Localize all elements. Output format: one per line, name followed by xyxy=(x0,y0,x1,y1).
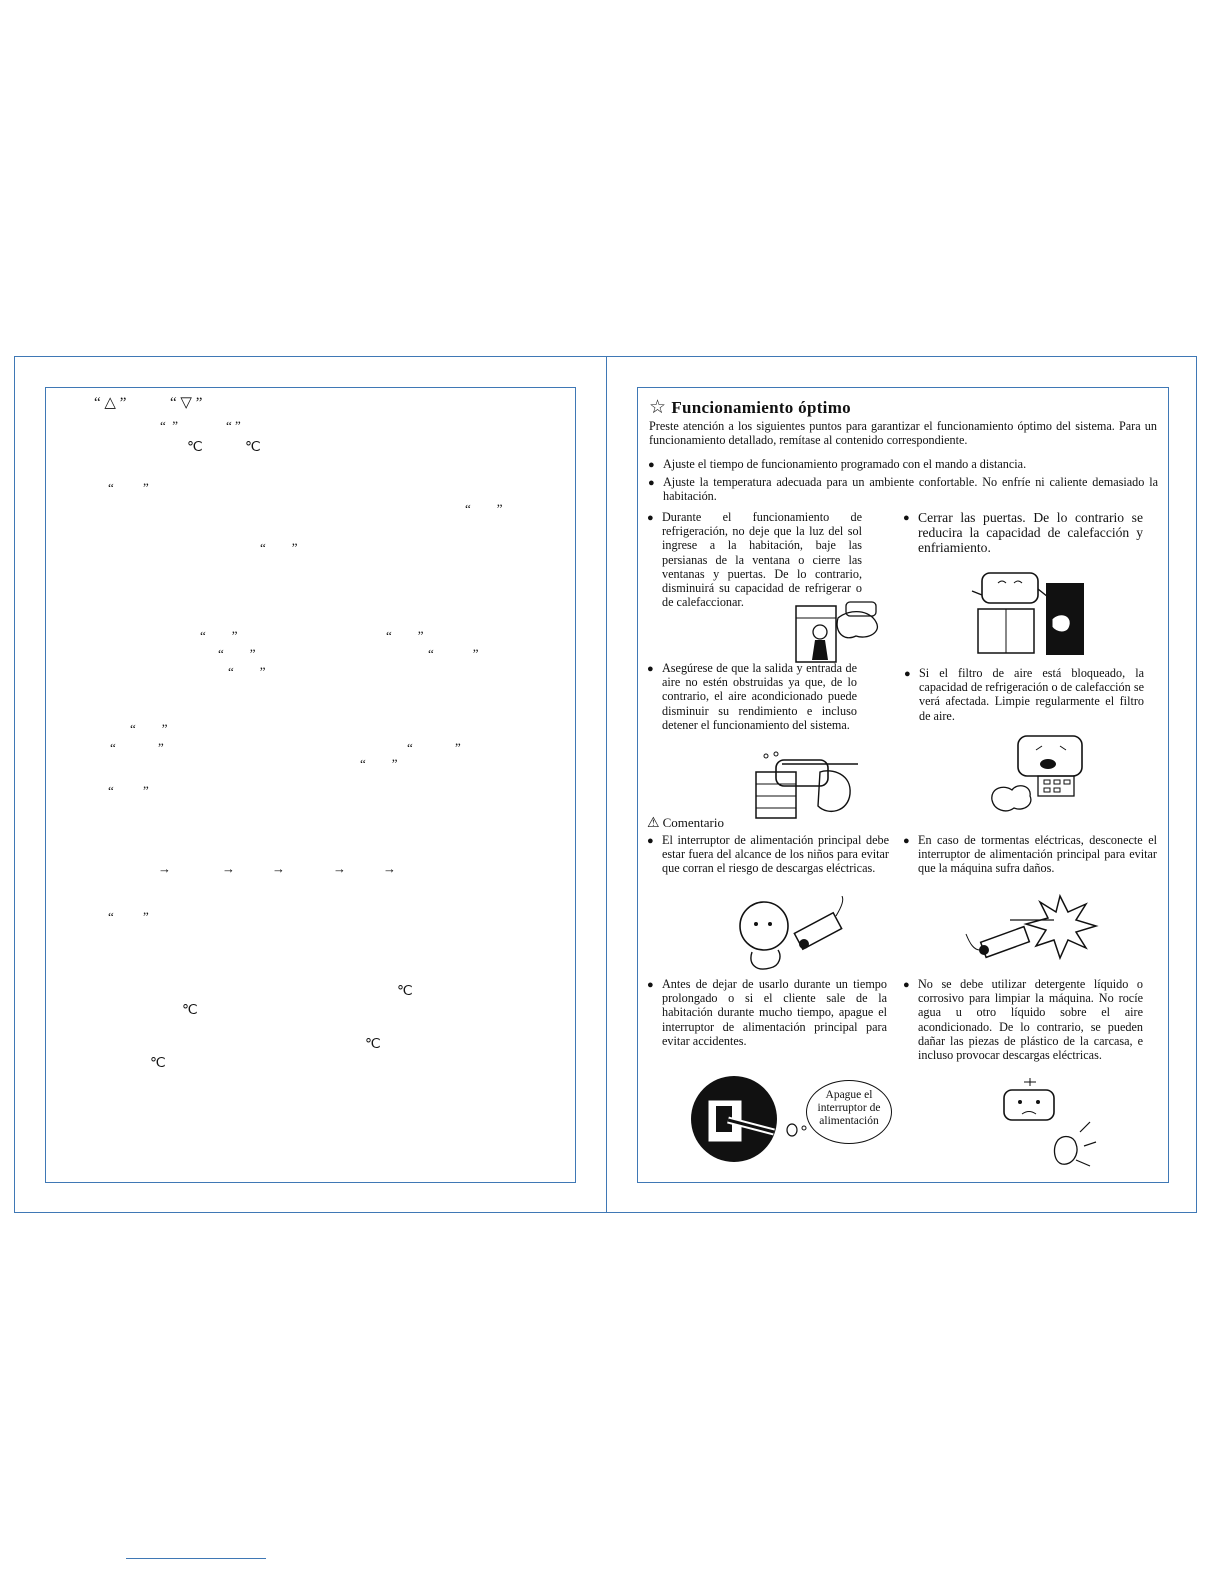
quote-fragment: “ ” xyxy=(360,756,398,771)
celsius-symbol: ℃ xyxy=(150,1056,166,1071)
comment-heading: ⚠ Comentario xyxy=(647,815,724,831)
arrow-icon: → xyxy=(333,861,346,876)
bullet-icon: ● xyxy=(904,668,911,680)
quote-fragment: “ ” xyxy=(386,628,424,643)
blocked-vent-illustration xyxy=(752,750,864,820)
bubble-tail-icon xyxy=(784,1118,808,1142)
quote-fragment: “ ” xyxy=(200,628,238,643)
bullet-icon: ● xyxy=(647,663,654,675)
celsius-symbol: ℃ xyxy=(187,440,203,455)
tip-timer: ● Ajuste el tiempo de funcionamiento programado con el mando a distancia. xyxy=(648,457,1027,471)
quote-fragment: “ ” xyxy=(260,540,298,555)
tip-no-liquids: ● No se debe utilizar detergente líquido o corrosivo para limpiar la máquina. No rocíe agua u otro líquido sobre el aire acondicionado. De lo contrario, se pueden dañar las piezas de plástico de la carcasa, e incluso provocar descargas eléctricas. xyxy=(903,977,1143,1063)
star-outline-icon: ☆ xyxy=(649,397,667,418)
quote-fragment: “ ” xyxy=(108,909,149,924)
bullet-icon: ● xyxy=(647,979,654,991)
section-title: ☆ Funcionamiento óptimo xyxy=(649,397,851,418)
child-switch-illustration xyxy=(730,896,848,976)
tip-long-absence: ● Antes de dejar de usarlo durante un tiempo prolongado o si el cliente sale de la habitación durante mucho tiempo, apague el interruptor de alimentación principal para evitar accidentes. xyxy=(647,977,887,1048)
sad-ac-illustration xyxy=(996,1076,1102,1174)
quote-fragment: “ ” xyxy=(108,480,149,495)
speech-bubble: Apague el interruptor de alimentación xyxy=(806,1080,892,1144)
quote-fragment: “ ” xyxy=(226,418,241,433)
switch-off-illustration xyxy=(688,1074,784,1164)
tip-air-vents: ● Asegúrese de que la salida y entrada de aire no estén obstruidas ya que, de lo contrario, el aire acondicionado puede disminuir su rendimiento e incluso detener el funcionamiento del sistema. xyxy=(647,661,857,732)
celsius-symbol: ℃ xyxy=(245,440,261,455)
bullet-icon: ● xyxy=(648,477,655,489)
celsius-symbol: ℃ xyxy=(397,984,413,999)
page-divider xyxy=(606,356,607,1213)
tip-child-safety: ● El interruptor de alimentación principal debe estar fuera del alcance de los niños para evitar que corran el riesgo de descargas eléctricas. xyxy=(647,833,889,876)
celsius-symbol: ℃ xyxy=(365,1037,381,1052)
intro-paragraph: Preste atención a los siguientes puntos para garantizar el funcionamiento óptimo del sistema. Para un funcionamiento detallado, remítase al contenido correspondiente. xyxy=(649,419,1157,448)
arrow-icon: → xyxy=(383,861,396,876)
quote-fragment: “ ” xyxy=(465,501,503,516)
bullet-icon: ● xyxy=(648,459,655,471)
quote-fragment: “ ” xyxy=(228,664,266,679)
tip-sunlight: ● Durante el funcionamiento de refrigeración, no deje que la luz del sol ingrese a la habitación, baje las persianas de la ventana o cierre las ventanas y puertas. De lo contrario, disminuirá su capacidad de refrigerar o de calefaccionar. xyxy=(647,510,862,610)
quote-fragment: “ ” xyxy=(130,721,168,736)
lightning-switch-illustration xyxy=(960,890,1100,970)
arrow-icon: → xyxy=(158,861,171,876)
tip-close-doors: ● Cerrar las puertas. De lo contrario se reducira la capacidad de calefacción y enfriamiento. xyxy=(903,510,1143,555)
quote-fragment: “ ” xyxy=(428,646,479,661)
up-triangle-quote: “ △ ” xyxy=(94,395,127,411)
quote-fragment: “ ” xyxy=(160,418,179,433)
switch-off-label: OFF xyxy=(710,1132,728,1142)
arrow-icon: → xyxy=(222,861,235,876)
tip-air-filter: ● Si el filtro de aire está bloqueado, la capacidad de refrigeración o de calefacción se verá afectada. Limpie regularmente el filtro de aire. xyxy=(904,666,1144,723)
quote-fragment: “ ” xyxy=(218,646,256,661)
quote-fragment: “ ” xyxy=(108,783,149,798)
warning-triangle-icon: ⚠ xyxy=(647,816,660,831)
quote-fragment: “ ” xyxy=(110,740,164,755)
tip-temperature: ● Ajuste la temperatura adecuada para un ambiente confortable. No enfríe ni caliente demasiado la habitación. xyxy=(648,475,1158,504)
arrow-icon: → xyxy=(272,861,285,876)
bullet-icon: ● xyxy=(903,979,910,991)
footer-underline xyxy=(126,1558,266,1559)
down-triangle-quote: “ ▽ ” xyxy=(170,395,203,411)
ac-door-illustration xyxy=(968,567,1090,659)
bullet-icon: ● xyxy=(903,835,910,847)
dirty-filter-illustration xyxy=(988,730,1102,814)
bullet-icon: ● xyxy=(647,835,654,847)
bullet-icon: ● xyxy=(647,512,654,524)
celsius-symbol: ℃ xyxy=(182,1003,198,1018)
quote-fragment: “ ” xyxy=(407,740,461,755)
bullet-icon: ● xyxy=(903,512,910,524)
tip-thunderstorm: ● En caso de tormentas eléctricas, desconecte el interruptor de alimentación principal para evitar que la máquina sufra daños. xyxy=(903,833,1157,876)
window-sun-illustration xyxy=(790,598,882,666)
